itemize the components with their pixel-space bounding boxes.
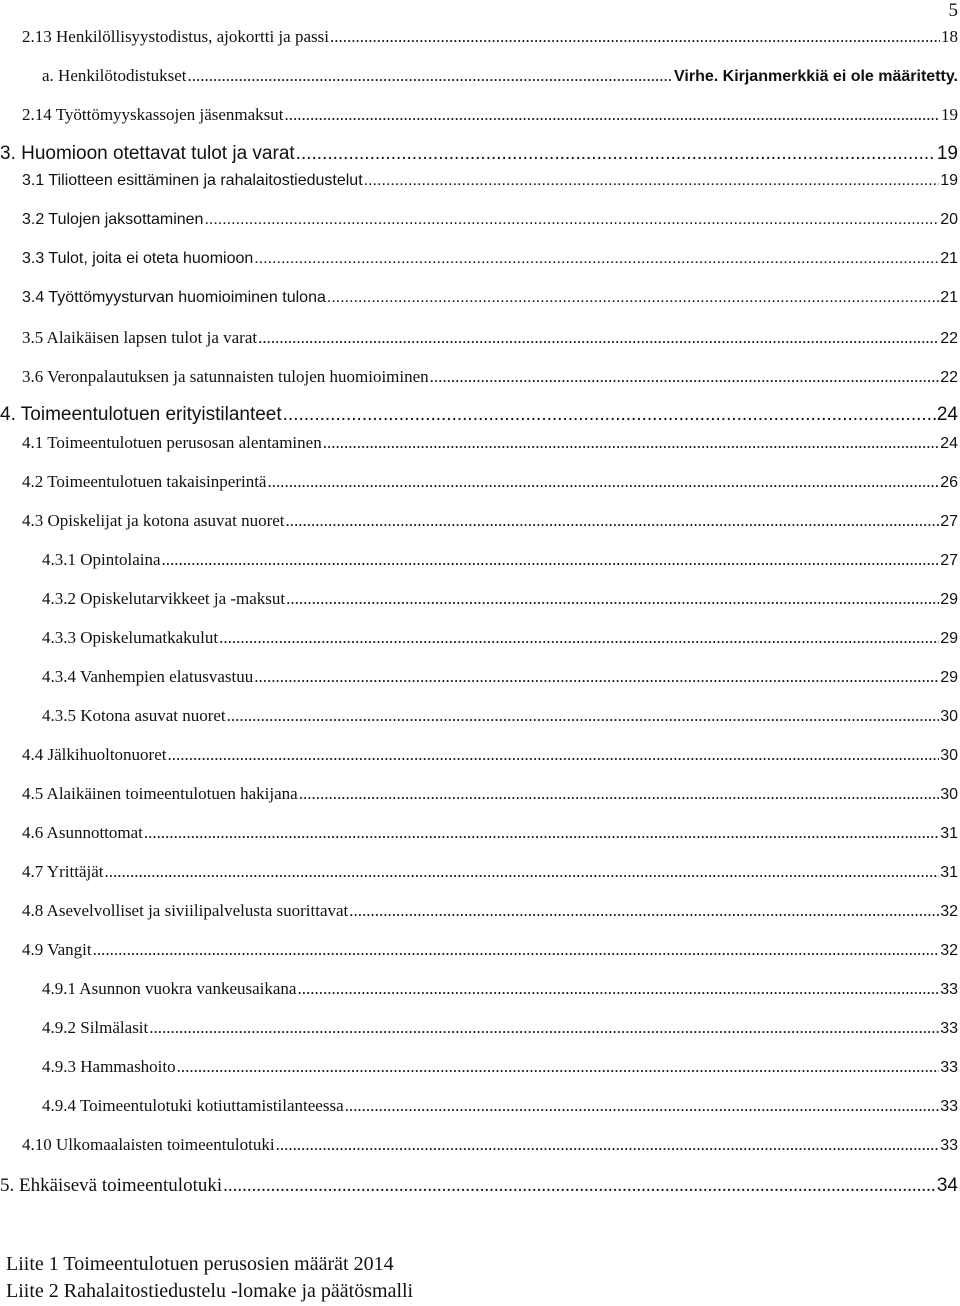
toc-entry-page: 33: [940, 1098, 958, 1115]
toc-entry-3-1[interactable]: [22, 172, 958, 190]
toc-entry-title: 4.5 Alaikäinen toimeentulotuen hakijana: [22, 784, 298, 803]
toc-entry-title: 4.9.2 Silmälasit: [42, 1018, 149, 1037]
dot-leader: [204, 211, 939, 229]
dot-leader: [177, 1057, 940, 1077]
toc-entry-page: 33: [940, 981, 958, 998]
toc-entry-5[interactable]: [0, 1175, 958, 1197]
toc-entry-title: a. Henkilötodistukset: [42, 66, 187, 85]
toc-entry-2-13[interactable]: [22, 27, 958, 47]
dot-leader: [223, 1175, 936, 1197]
toc-entry-4-7[interactable]: [22, 862, 958, 882]
toc-entry-3[interactable]: [0, 143, 958, 165]
toc-entry-title: 4.9.3 Hammashoito: [42, 1057, 176, 1076]
toc-entry-title: 4.3.5 Kotona asuvat nuoret: [42, 706, 226, 725]
dot-leader: [299, 784, 940, 804]
dot-leader: [276, 1135, 940, 1155]
dot-leader: [167, 745, 939, 765]
toc-entry-title: 4.9.4 Toimeentulotuki kotiuttamistilanteessa: [42, 1096, 344, 1115]
toc-entry-page: 27: [940, 513, 958, 530]
toc-entry-4-3-5[interactable]: [42, 706, 958, 726]
toc-entry-page: 29: [940, 591, 958, 608]
toc-entry-title: 2.14 Työttömyyskassojen jäsenmaksut: [22, 105, 284, 124]
toc-entry-title: 4.3.3 Opiskelumatkakulut: [42, 628, 219, 647]
toc-entry-3-2[interactable]: [22, 211, 958, 229]
appendix-1: Liite 1 Toimeentulotuen perusosien määrät 2014: [6, 1253, 394, 1275]
toc-entry-title: 3.2 Tulojen jaksottaminen: [22, 211, 204, 228]
dot-leader: [345, 1096, 940, 1116]
toc-entry-page: 29: [940, 630, 958, 647]
toc-entry-4-3-3[interactable]: [42, 628, 958, 648]
toc-entry-4-10[interactable]: [22, 1135, 958, 1155]
toc-entry-4-2[interactable]: [22, 472, 958, 492]
dot-leader: [258, 328, 939, 348]
toc-entry-page: 30: [940, 747, 958, 764]
dot-leader: [227, 706, 940, 726]
dot-leader: [323, 433, 940, 453]
dot-leader: [286, 589, 939, 609]
toc-entry-page: 19: [941, 105, 958, 124]
dot-leader: [144, 823, 939, 843]
toc-entry-4[interactable]: [0, 404, 958, 426]
toc-entry-3-4[interactable]: [22, 289, 958, 307]
toc-entry-title: 4.4 Jälkihuoltonuoret: [22, 745, 167, 764]
toc-entry-3-6[interactable]: [22, 367, 958, 387]
toc-entry-page: 18: [941, 27, 958, 46]
toc-entry-page: 20: [940, 211, 958, 228]
dot-leader: [330, 27, 940, 47]
toc-entry-title: 3.3 Tulot, joita ei oteta huomioon: [22, 250, 254, 267]
bookmark-error-text: Virhe. Kirjanmerkkiä ei ole määritetty.: [674, 68, 958, 85]
page-number: 5: [948, 0, 958, 21]
toc-entry-page: 33: [940, 1020, 958, 1037]
dot-leader: [327, 289, 939, 307]
toc-entry-title: 3. Huomioon otettavat tulot ja varat: [0, 143, 295, 164]
toc-entry-4-3[interactable]: [22, 511, 958, 531]
dot-leader: [93, 940, 940, 960]
toc-entry-4-5[interactable]: [22, 784, 958, 804]
toc-entry-page: 33: [940, 1059, 958, 1076]
toc-entry-title: 4.8 Asevelvolliset ja siviilipalvelusta suorittavat: [22, 901, 349, 920]
toc-entry-title: 4.6 Asunnottomat: [22, 823, 143, 842]
toc-entry-title: 4.3.4 Vanhempien elatusvastuu: [42, 667, 254, 686]
toc-entry-page: 19: [936, 143, 958, 164]
toc-entry-title: 3.4 Työttömyysturvan huomioiminen tulona: [22, 289, 326, 306]
dot-leader: [297, 979, 939, 999]
toc-entry-3-3[interactable]: [22, 250, 958, 268]
toc-entry-a-henkilotodistukset[interactable]: [42, 66, 958, 86]
dot-leader: [105, 862, 940, 882]
toc-entry-3-5[interactable]: [22, 328, 958, 348]
toc-entry-4-9-4[interactable]: [42, 1096, 958, 1116]
toc-entry-4-9-3[interactable]: [42, 1057, 958, 1077]
dot-leader: [285, 105, 940, 125]
dot-leader: [286, 511, 940, 531]
dot-leader: [149, 1018, 939, 1038]
toc-entry-4-8[interactable]: [22, 901, 958, 921]
toc-entry-page: 21: [940, 289, 958, 306]
toc-entry-page: 30: [940, 786, 958, 803]
toc-entry-title: 2.13 Henkilöllisyystodistus, ajokortti ja passi: [22, 27, 329, 46]
toc-entry-page: 31: [940, 864, 958, 881]
toc-entry-page: 22: [940, 369, 958, 386]
toc-entry-title: 4.3.1 Opintolaina: [42, 550, 161, 569]
appendix-2: Liite 2 Rahalaitostiedustelu -lomake ja päätösmalli: [6, 1280, 414, 1302]
toc-entry-page: 24: [936, 404, 958, 425]
toc-entry-4-1[interactable]: [22, 433, 958, 453]
toc-entry-title: 4.3.2 Opiskelutarvikkeet ja -maksut: [42, 589, 286, 608]
toc-entry-title: 4.7 Yrittäjät: [22, 862, 104, 881]
toc-entry-4-3-4[interactable]: [42, 667, 958, 687]
toc-entry-page: 30: [940, 708, 958, 725]
toc-entry-title: 5. Ehkäisevä toimeentulotuki: [0, 1175, 223, 1196]
toc-entry-2-14[interactable]: [22, 105, 958, 125]
toc-entry-4-6[interactable]: [22, 823, 958, 843]
toc-entry-page: 34: [936, 1175, 958, 1196]
toc-entry-4-4[interactable]: [22, 745, 958, 765]
toc-entry-page: 32: [940, 903, 958, 920]
toc-entry-title: 4.2 Toimeentulotuen takaisinperintä: [22, 472, 267, 491]
toc-entry-title: 4.10 Ulkomaalaisten toimeentulotuki: [22, 1135, 275, 1154]
toc-entry-page: 22: [940, 330, 958, 347]
dot-leader: [430, 367, 940, 387]
toc-entry-title: 3.6 Veronpalautuksen ja satunnaisten tulojen huomioiminen: [22, 367, 429, 386]
toc-entry-page: 29: [940, 669, 958, 686]
dot-leader: [162, 550, 940, 570]
toc-entry-page: 27: [940, 552, 958, 569]
toc-entry-title: 4.3 Opiskelijat ja kotona asuvat nuoret: [22, 511, 285, 530]
toc-entry-page: 33: [940, 1137, 958, 1154]
toc-entry-title: 3.1 Tiliotteen esittäminen ja rahalaitostiedustelut: [22, 172, 363, 189]
toc-entry-title: 4.9 Vangit: [22, 940, 92, 959]
dot-leader: [254, 667, 939, 687]
toc-entry-4-9[interactable]: [22, 940, 958, 960]
dot-leader: [219, 628, 939, 648]
dot-leader: [254, 250, 939, 268]
toc-entry-page: 31: [940, 825, 958, 842]
toc-entry-4-3-2[interactable]: [42, 589, 958, 609]
toc-entry-4-9-1[interactable]: [42, 979, 958, 999]
toc-entry-title: 4. Toimeentulotuen erityistilanteet: [0, 404, 282, 425]
toc-entry-page: 26: [940, 474, 958, 491]
dot-leader: [267, 472, 939, 492]
toc-entry-4-9-2[interactable]: [42, 1018, 958, 1038]
dot-leader: [364, 172, 940, 190]
toc-entry-page: 19: [940, 172, 958, 189]
dot-leader: [349, 901, 939, 921]
toc-entry-page: 32: [940, 942, 958, 959]
toc-entry-title: 4.9.1 Asunnon vuokra vankeusaikana: [42, 979, 297, 998]
dot-leader: [296, 143, 936, 165]
toc-entry-title: 3.5 Alaikäisen lapsen tulot ja varat: [22, 328, 258, 347]
toc-entry-4-3-1[interactable]: [42, 550, 958, 570]
toc-entry-page: 21: [940, 250, 958, 267]
toc-entry-title: 4.1 Toimeentulotuen perusosan alentaminen: [22, 433, 322, 452]
dot-leader: [283, 404, 936, 426]
toc-entry-page: 24: [940, 435, 958, 452]
dot-leader: [187, 66, 673, 86]
